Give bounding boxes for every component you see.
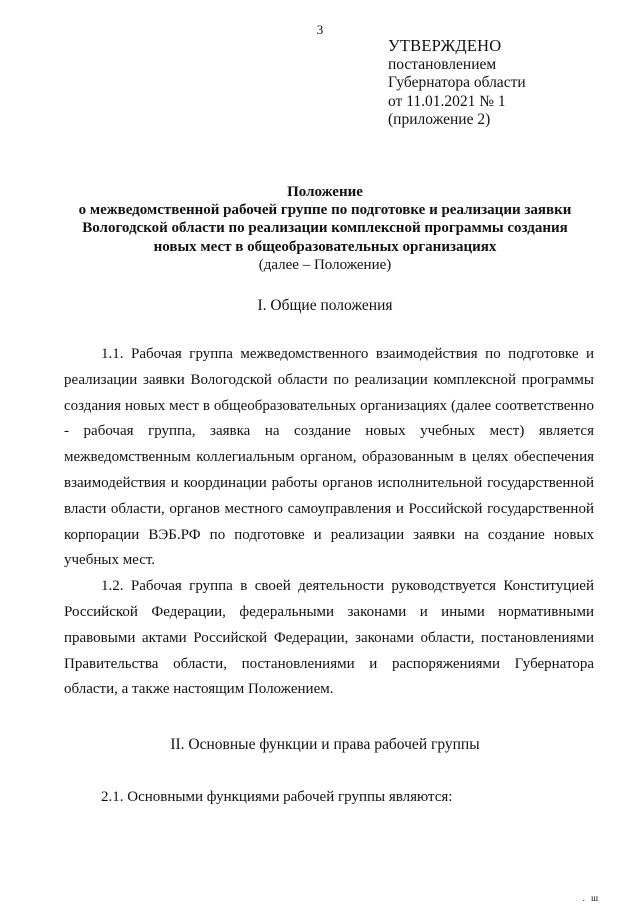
approval-appendix: (приложение 2) (388, 111, 491, 128)
paragraph: 1.1. Рабочая группа межведомственного взаимодействия по подготовке и реализации заявки Вологодской области по реализации комплексной программы создания новых мест в общеобразовательных организациях (далее соответственно - рабочая группа, заявка на создание новых учебных мест) является межведомственным коллегиальным органом, образованным в целях обеспечения взаимодействия и координации работы органов исполнительной государственной власти области, органов местного самоуправления и Российской государственной корпорации ВЭБ.РФ по подготовке и реализации заявки на создание новых учебных мест. (64, 346, 594, 569)
section-body (64, 785, 594, 811)
title-line: Положение (287, 184, 363, 200)
footer-mark: . ш (582, 893, 600, 903)
section-heading: II. Основные функции и права рабочей группы (170, 736, 480, 753)
approval-line: Губернатора области (388, 74, 526, 91)
title-note: (далее – Положение) (258, 256, 392, 273)
paragraph: 2.1. Основными функциями рабочей группы являются: (101, 789, 453, 805)
section-body (64, 342, 594, 703)
approval-stamp (388, 37, 526, 130)
title-line: новых мест в общеобразовательных организациях (153, 238, 497, 255)
title-line: Вологодской области по реализации комплексной программы создания (82, 220, 568, 237)
title-line: о межведомственной рабочей группе по подготовке и реализации заявки (78, 202, 572, 219)
paragraph: 1.2. Рабочая группа в своей деятельности руководствуется Конституцией Российской Федерации, федеральными законами и иными нормативными правовыми актами Российской Федерации, законами области, постановлениями Правительства области, постановлениями и распоряжениями Губернатора области, а также настоящим Положением. (64, 578, 594, 698)
approval-line: постановлением (388, 55, 497, 73)
approval-heading: УТВЕРЖДЕНО (388, 36, 502, 55)
approval-date: от 11.01.2021 № 1 (388, 92, 506, 110)
page-number: 3 (316, 22, 324, 37)
document-title (60, 183, 590, 274)
section-heading: I. Общие положения (257, 297, 393, 314)
